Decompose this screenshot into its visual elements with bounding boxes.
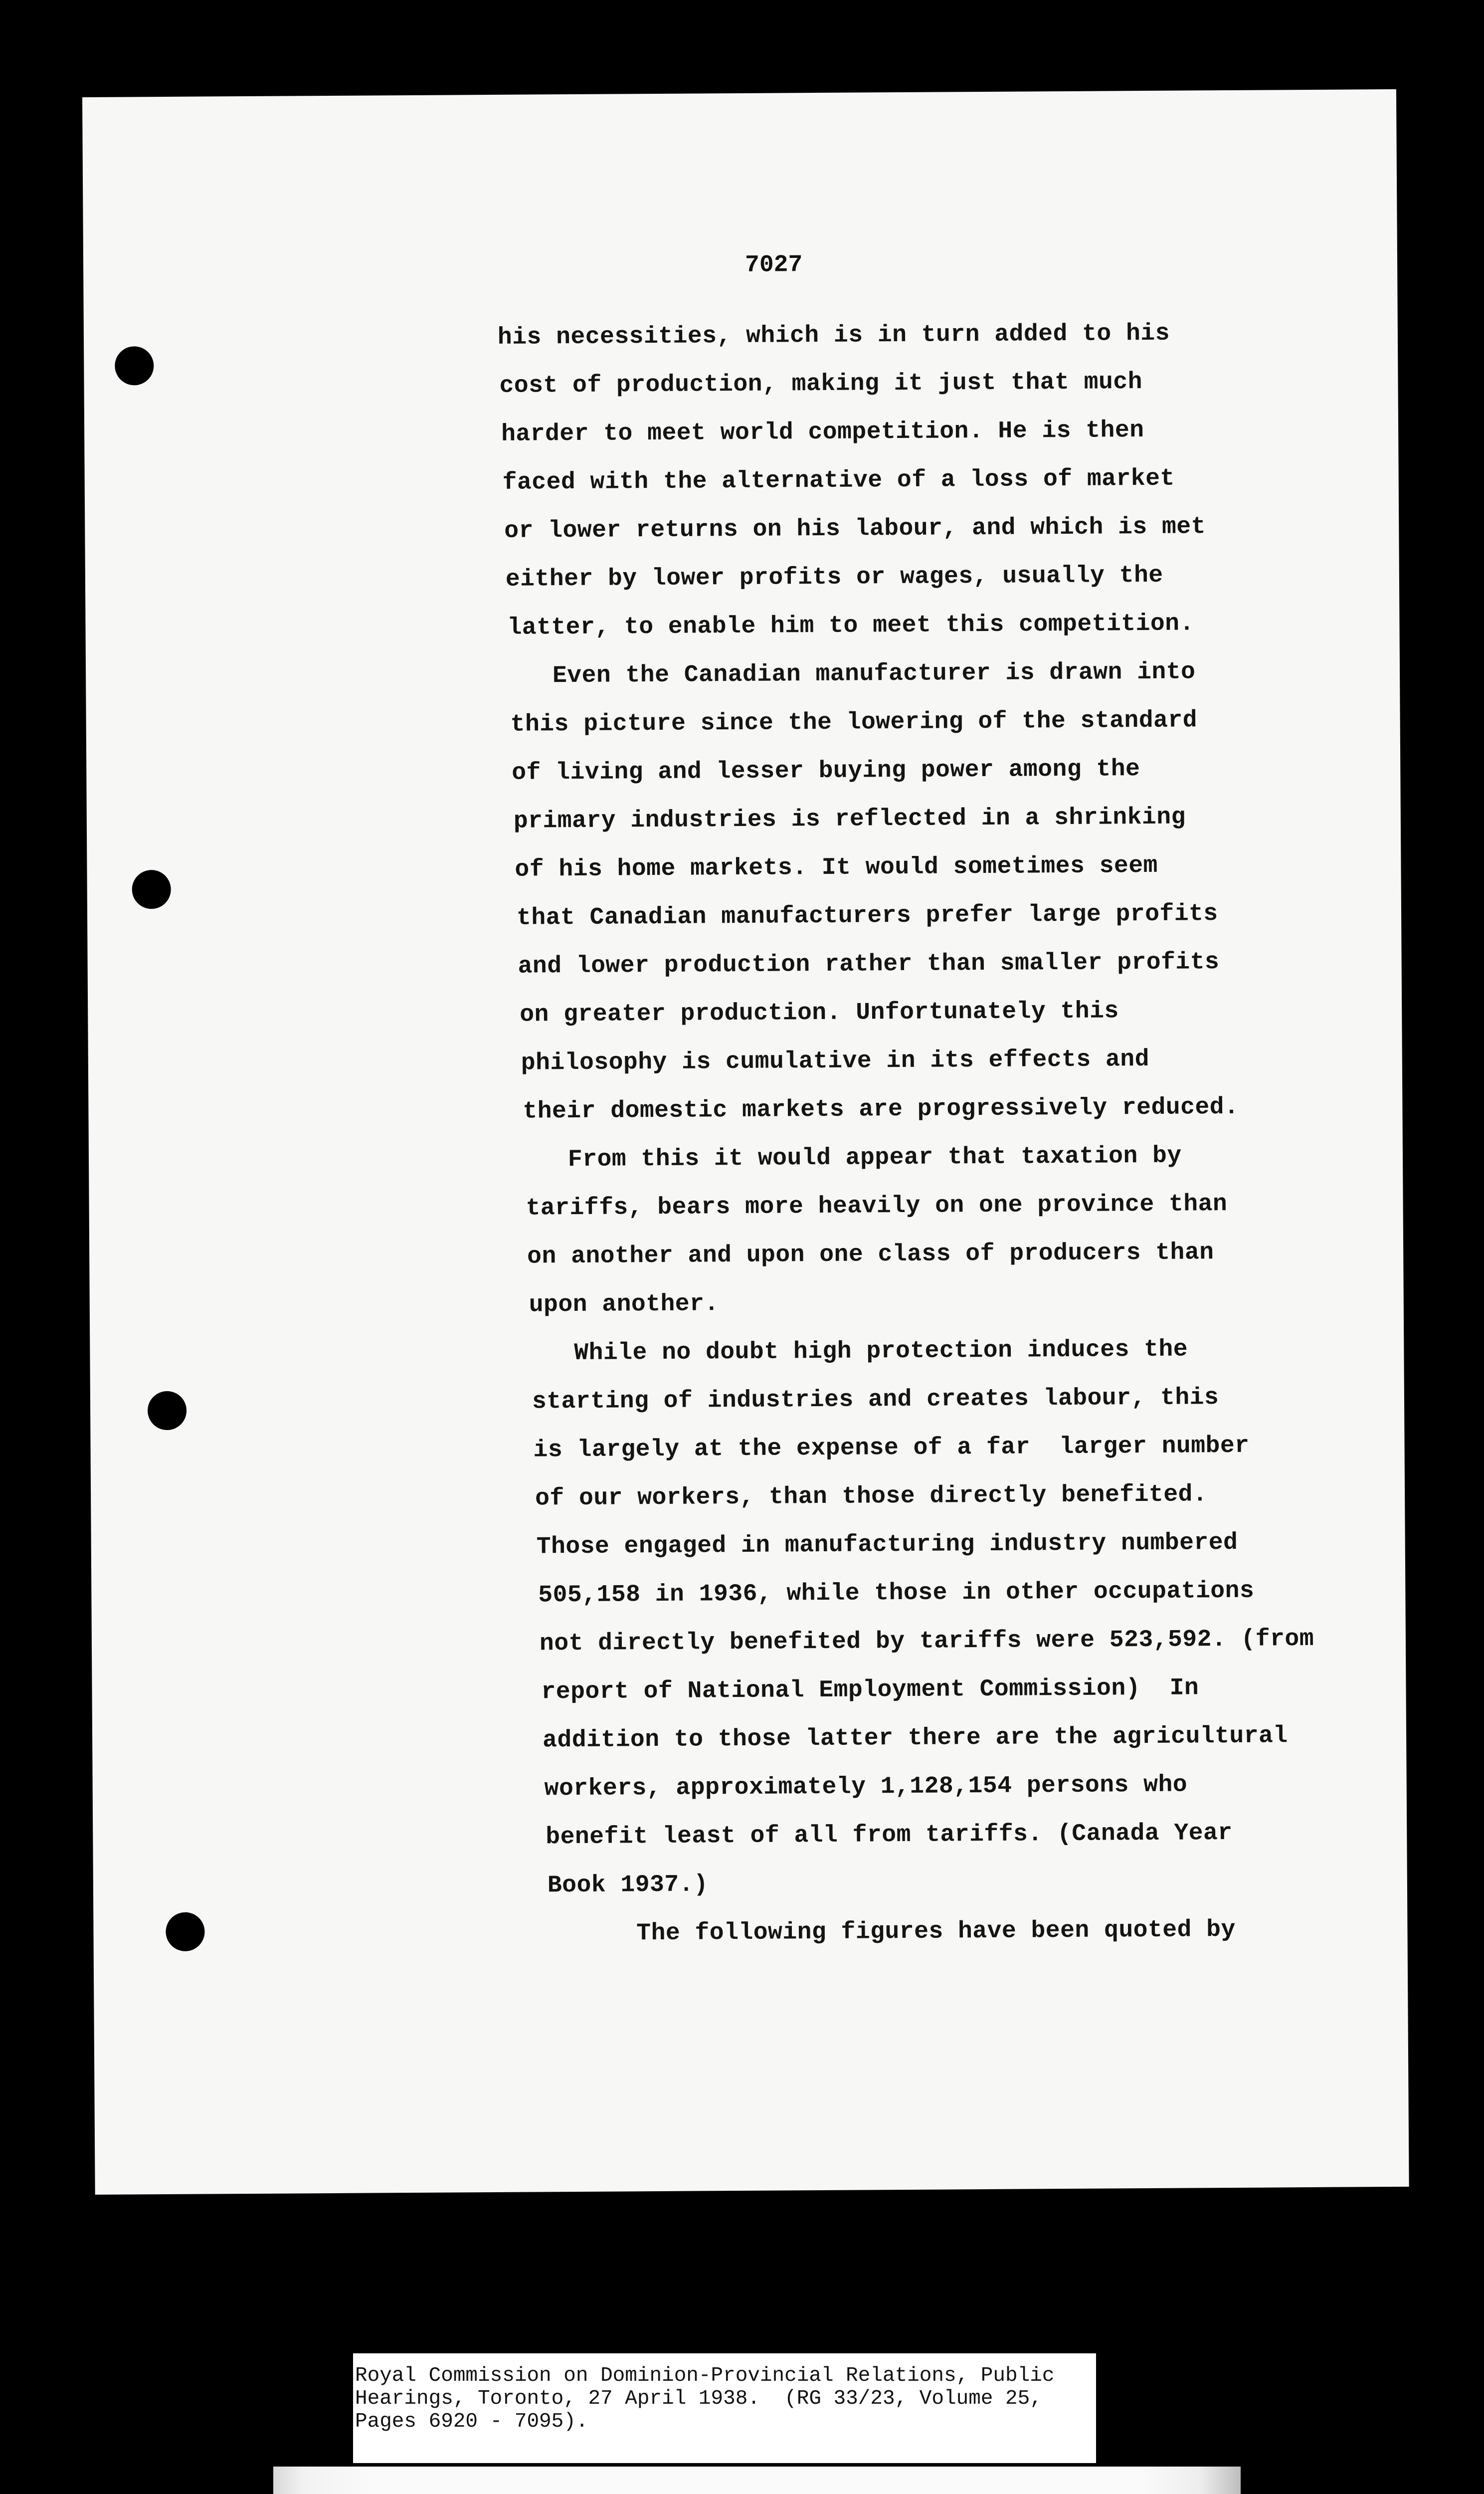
body-line: Book 1937.) — [547, 1871, 709, 1899]
body-line: latter, to enable him to meet this competition. — [507, 610, 1194, 641]
body-text — [82, 89, 1409, 2195]
body-line: faced with the alternative of a loss of market — [502, 465, 1175, 496]
body-line: tariffs, bears more heavily on one province than — [526, 1191, 1228, 1222]
body-line: and lower production rather than smaller profits — [518, 949, 1220, 980]
body-line: Those engaged in manufacturing industry numbered — [536, 1529, 1238, 1561]
body-line: benefit least of all from tariffs. (Canada Year — [546, 1819, 1233, 1851]
document-page — [82, 89, 1409, 2195]
page-number: 7027 — [744, 251, 803, 279]
body-line: While no doubt high protection induces the — [530, 1336, 1188, 1367]
body-line: philosophy is cumulative in its effects and — [521, 1045, 1150, 1077]
body-line: that Canadian manufacturers prefer large profits — [516, 900, 1218, 932]
citation-line: Pages 6920 - 7095). — [355, 2410, 588, 2433]
body-line: workers, approximately 1,128,154 persons who — [544, 1771, 1188, 1803]
body-line: or lower returns on his labour, and which is met — [504, 513, 1206, 545]
public-archives-stamp — [273, 2467, 1241, 2494]
body-line: on another and upon one class of producers than — [527, 1239, 1214, 1270]
body-line: report of National Employment Commission) In — [541, 1674, 1199, 1706]
body-line: primary industries is reflected in a shrinking — [513, 804, 1186, 835]
body-line: starting of industries and creates labour, this — [532, 1384, 1219, 1416]
body-line: of our workers, than those directly benefited. — [535, 1481, 1208, 1512]
body-line: is largely at the expense of a far larger number — [533, 1432, 1250, 1464]
body-line: harder to meet world competition. He is then — [501, 417, 1144, 448]
body-line: Even the Canadian manufacturer is drawn into — [508, 658, 1196, 690]
body-line: of living and lesser buying power among the — [512, 756, 1140, 787]
citation-line: Royal Commission on Dominion-Provincial Relations, Public — [355, 2364, 1055, 2387]
body-line: his necessities, which is in turn added to his — [497, 320, 1170, 351]
body-line: addition to those latter there are the agricultural — [542, 1722, 1288, 1754]
body-line: cost of production, making it just that much — [499, 369, 1143, 400]
body-line: not directly benefited by tariffs were 523,592. (from — [539, 1625, 1314, 1658]
body-line: upon another. — [529, 1290, 719, 1319]
archive-citation-label — [353, 2353, 1096, 2463]
body-line: The following figures have been quoted by — [549, 1916, 1236, 1948]
body-line: of his home markets. It would sometimes seem — [515, 852, 1158, 883]
body-line: 505,158 in 1936, while those in other occupations — [538, 1577, 1255, 1609]
body-line: this picture since the lowering of the standard — [510, 707, 1198, 738]
body-line: either by lower profits or wages, usually the — [505, 562, 1163, 593]
body-line: their domestic markets are progressively reduced. — [523, 1093, 1239, 1125]
body-line: on greater production. Unfortunately this — [520, 998, 1119, 1029]
body-line: From this it would appear that taxation by — [524, 1142, 1182, 1174]
citation-line: Hearings, Toronto, 27 April 1938. (RG 33/23, Volume 25, — [355, 2387, 1042, 2410]
